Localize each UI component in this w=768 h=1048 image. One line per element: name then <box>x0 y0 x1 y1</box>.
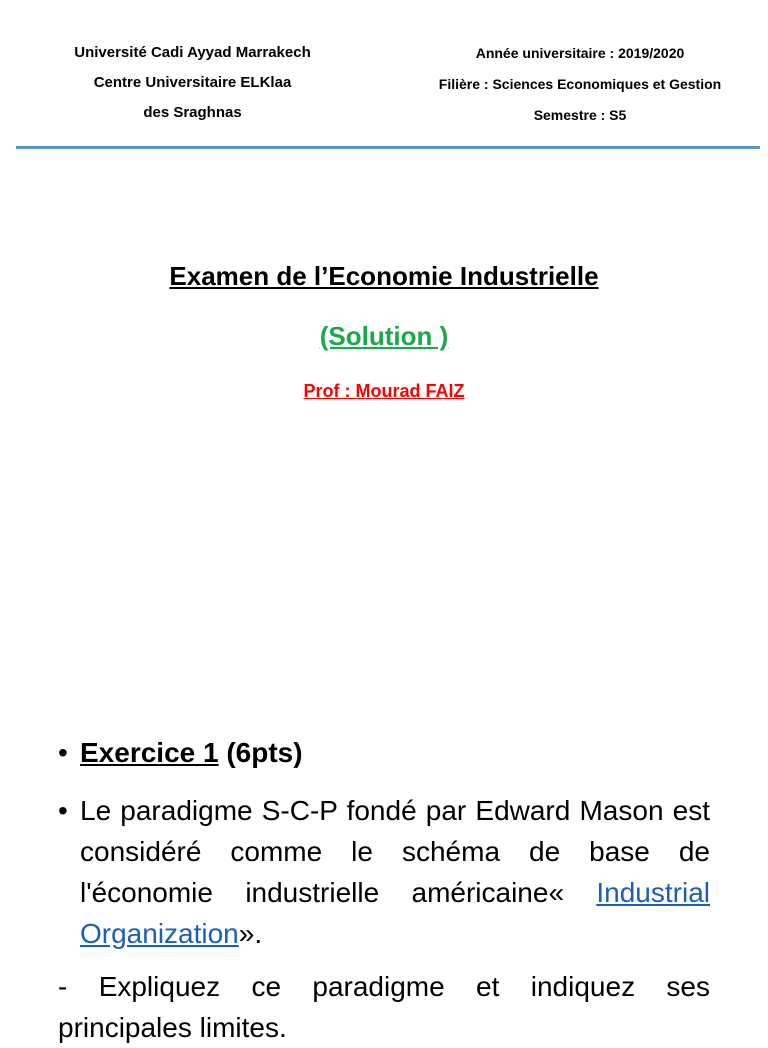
course-info-header <box>420 38 740 131</box>
university-name: Université Cadi Ayyad Marrakech <box>74 44 311 61</box>
question-text <box>58 966 710 1048</box>
paragraph-text-after: ». <box>238 918 263 949</box>
exercise-paragraph <box>58 790 710 954</box>
bullet-icon: • <box>58 737 68 768</box>
exam-title: Examen de l’Economie Industrielle <box>169 261 599 291</box>
paragraph-text <box>80 790 710 954</box>
question-body: Expliquez ce paradigme et indiquez ses principales limites. <box>58 971 710 1043</box>
institution-header <box>40 38 345 128</box>
industrial-organization-link[interactable]: Industrial Organization <box>80 877 710 949</box>
exam-subtitle: (Solution ) <box>319 321 449 351</box>
exercise-heading <box>58 732 710 773</box>
center-location: des Sraghnas <box>143 104 242 121</box>
paragraph-text-before: Le paradigme S-C-P fondé par Edward Mason est considéré comme le schéma de base de l'économie industrielle américaine« <box>80 795 710 908</box>
exercise-points: (6pts) <box>218 737 303 768</box>
question-item <box>58 966 710 1048</box>
academic-year: Année universitaire : 2019/2020 <box>475 45 685 61</box>
center-name: Centre Universitaire ELKlaa <box>93 74 292 91</box>
bullet-icon: • <box>58 795 68 826</box>
dash-marker: - <box>58 971 68 1002</box>
professor-name: Prof : Mourad FAIZ <box>303 381 465 401</box>
semester: Semestre : S5 <box>533 107 627 123</box>
header-divider <box>16 146 760 149</box>
exercise-title: Exercice 1 <box>80 737 219 768</box>
program: Filière : Sciences Economiques et Gestion <box>438 76 722 92</box>
